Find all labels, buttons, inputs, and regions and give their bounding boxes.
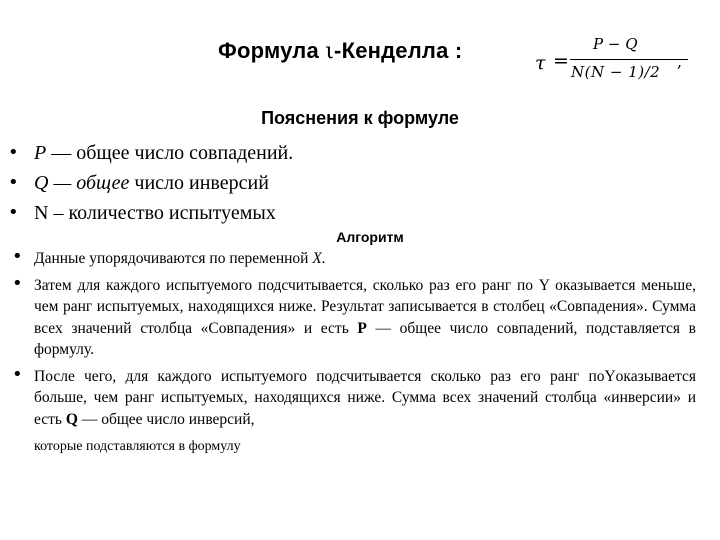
step-text: — общее число совпадений, подставляется в формулу. (34, 319, 696, 358)
explanations-heading: Пояснения к формуле (261, 108, 459, 128)
explanation-text: число инверсий (129, 172, 269, 194)
fraction-bar (570, 59, 688, 60)
step-text: После чего, для каждого испытуемого подсчитывается сколько раз его ранг поYоказывается больше, чем ранг испытуемых, находящихся ниже. Сумма всех значений столбца «инверсии» и есть (34, 367, 696, 428)
algorithm-heading: Алгоритм (336, 229, 404, 245)
algorithm-step (12, 363, 696, 458)
bullet-icon: • (8, 142, 19, 163)
formula-lhs: τ (535, 52, 546, 74)
variable-p: P (34, 142, 47, 164)
title-prefix: Формула (218, 38, 326, 63)
algorithm-step (12, 272, 696, 361)
variable-x: X. (312, 250, 326, 267)
step-last-line: которые подставляются в формулу (34, 439, 241, 454)
title-suffix: -Кенделла : (334, 38, 463, 63)
explanations-list (8, 138, 294, 228)
variable-q: Q (34, 172, 49, 194)
list-item (8, 168, 293, 198)
title-symbol: ι (325, 39, 335, 64)
explanation-text: — общее число совпадений. (46, 142, 294, 164)
bullet-icon: • (12, 272, 23, 294)
step-text: Данные упорядочиваются по переменной (34, 250, 313, 267)
formula-equals: = (553, 50, 569, 72)
bullet-icon: • (12, 246, 23, 267)
algorithm-step (12, 246, 696, 270)
step-text: — общее число инверсий, (77, 410, 255, 428)
formula-comma: , (677, 52, 683, 71)
variable-n: N (34, 202, 49, 224)
explanation-text: – количество испытуемых (48, 202, 276, 224)
list-item (8, 198, 293, 228)
bullet-icon: • (8, 172, 19, 193)
list-item (8, 138, 294, 168)
kendall-formula (535, 30, 710, 90)
algorithm-steps (12, 246, 696, 463)
bullet-icon: • (12, 363, 23, 385)
slide-title (218, 38, 462, 64)
formula-numerator: P − Q (593, 35, 638, 53)
bullet-icon: • (8, 202, 19, 223)
formula-denominator: N(N − 1)/2 (571, 63, 661, 81)
variable-p-bold: Р (357, 319, 367, 337)
step-text: Затем для каждого испытуемого подсчитывается, сколько раз его ранг по Y оказывается меньше, чем ранг испытуемых, находящихся ниже. Результат записывается в столбец «Совпадения». Сумма всех значений столбца «Совпадения» и есть (34, 276, 696, 337)
variable-q-bold: Q (65, 410, 78, 428)
explanation-text-italic: — общее (48, 172, 130, 194)
